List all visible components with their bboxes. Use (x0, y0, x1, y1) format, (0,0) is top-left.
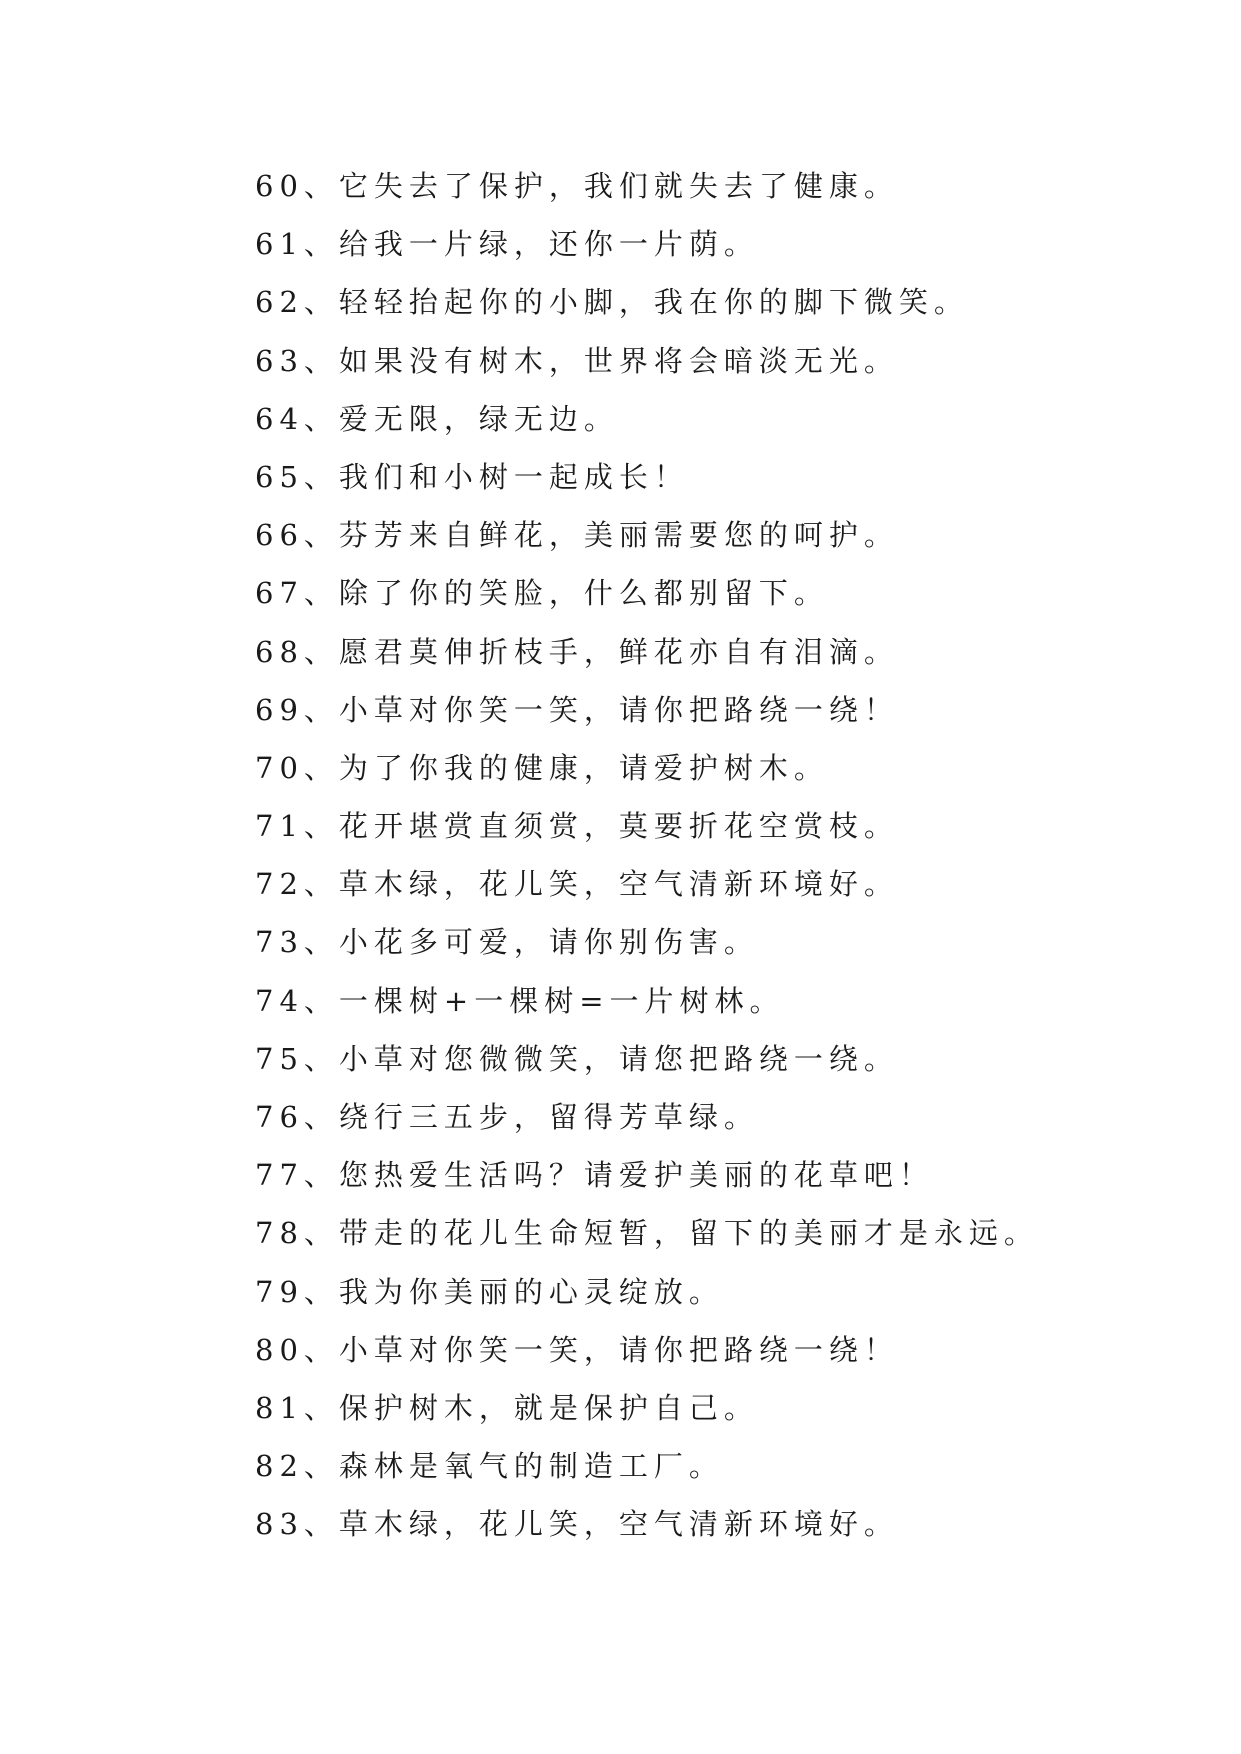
slogan-line: 65、我们和小树一起成长！ (255, 459, 689, 494)
slogan-line: 69、小草对你笑一笑，请你把路绕一绕！ (255, 692, 899, 727)
slogan-line: 82、森林是氧气的制造工厂。 (255, 1449, 724, 1484)
slogan-list (255, 157, 1155, 1554)
slogan-line: 73、小花多可爱，请你别伤害。 (255, 925, 759, 960)
slogan-line: 62、轻轻抬起你的小脚，我在你的脚下微笑。 (255, 285, 969, 320)
slogan-line: 80、小草对你笑一笑，请你把路绕一绕！ (255, 1332, 899, 1367)
slogan-line: 60、它失去了保护，我们就失去了健康。 (255, 169, 899, 203)
slogan-line: 81、保护树木，就是保护自己。 (255, 1390, 759, 1425)
slogan-line: 74、一棵树+一棵树=一片树林。 (255, 983, 785, 1018)
slogan-line: 76、绕行三五步，留得芳草绿。 (255, 1100, 759, 1134)
slogan-line: 72、草木绿，花儿笑，空气清新环境好。 (255, 867, 899, 902)
slogan-line: 70、为了你我的健康，请爱护树木。 (255, 750, 829, 785)
slogan-line: 67、除了你的笑脸，什么都别留下。 (255, 576, 829, 611)
slogan-line: 66、芬芳来自鲜花，美丽需要您的呵护。 (255, 518, 899, 553)
slogan-line: 79、我为你美丽的心灵绽放。 (255, 1274, 724, 1309)
slogan-line: 64、爱无限，绿无边。 (255, 401, 619, 436)
slogan-line: 68、愿君莫伸折枝手，鲜花亦自有泪滴。 (255, 634, 899, 669)
slogan-line: 78、带走的花儿生命短暂，留下的美丽才是永远。 (255, 1216, 1039, 1251)
slogan-line: 75、小草对您微微笑，请您把路绕一绕。 (255, 1041, 899, 1076)
slogan-line: 71、花开堪赏直须赏，莫要折花空赏枝。 (255, 809, 899, 844)
slogan-line: 77、您热爱生活吗？请爱护美丽的花草吧！ (255, 1158, 934, 1193)
slogan-line: 83、草木绿，花儿笑，空气清新环境好。 (255, 1507, 899, 1542)
slogan-line: 63、如果没有树木，世界将会暗淡无光。 (255, 343, 899, 378)
slogan-line: 61、给我一片绿，还你一片荫。 (255, 227, 759, 262)
